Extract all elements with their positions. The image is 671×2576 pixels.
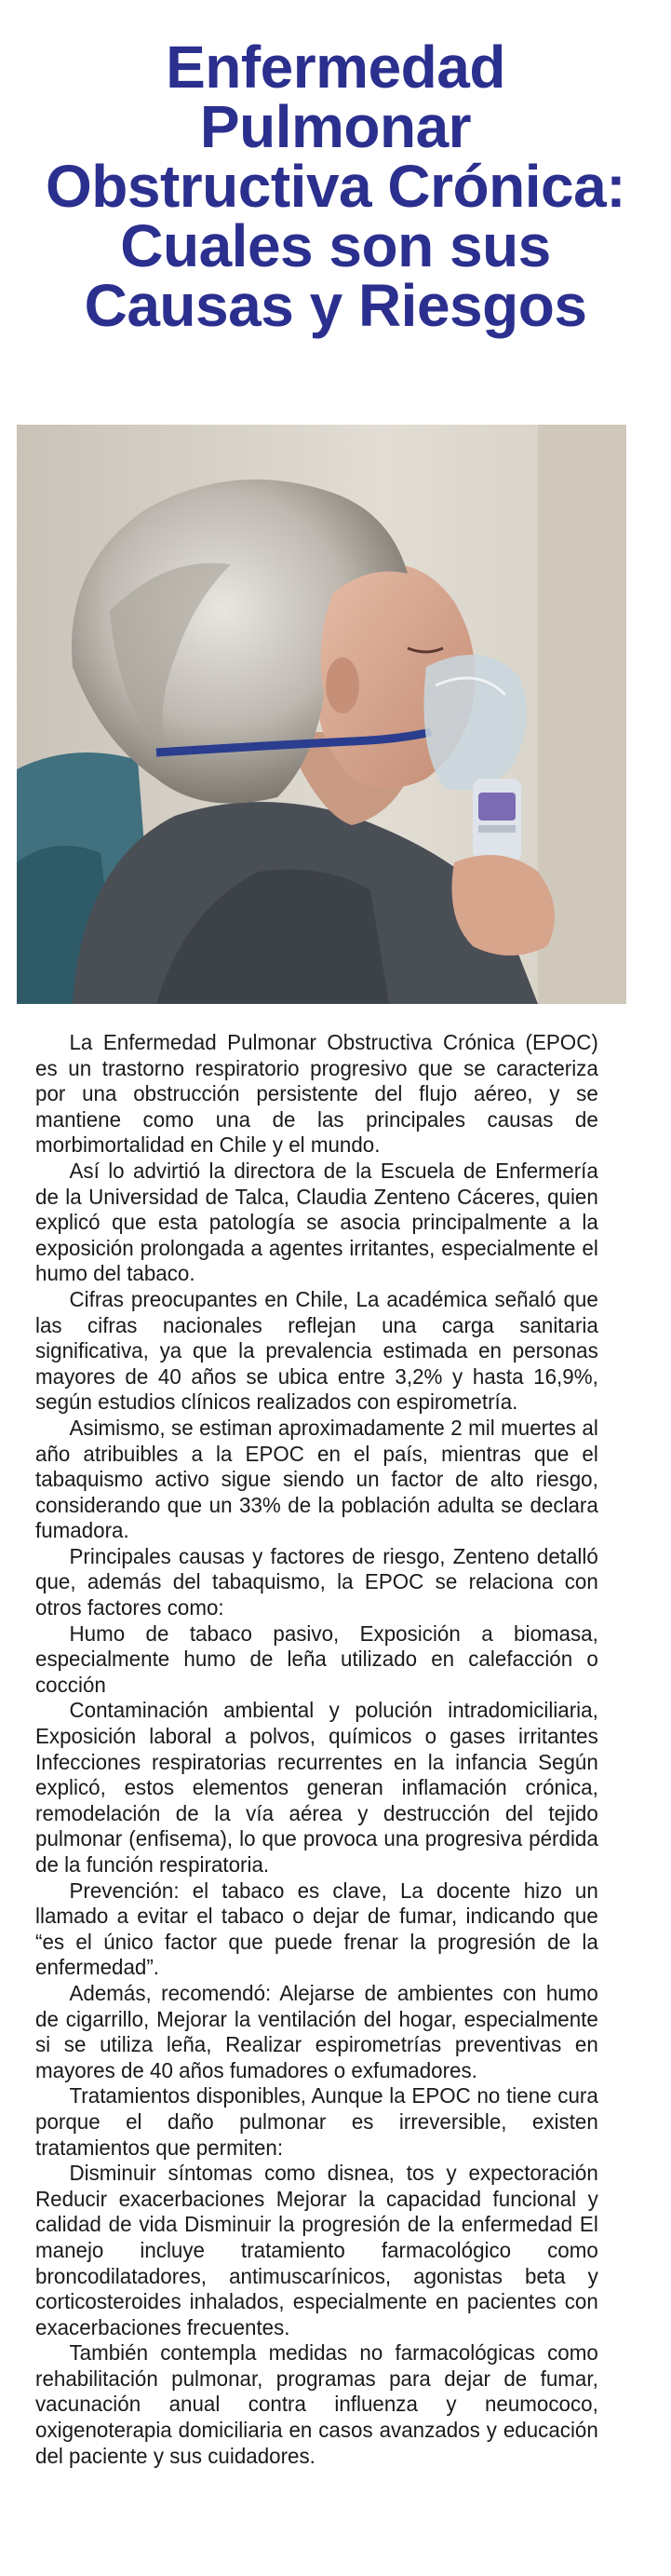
article-paragraph: También contempla medidas no farmacológicas como rehabilitación pulmonar, programas para dejar de fumar, vacunación anual contra influenza y neumococo, oxigenoterapia domiciliaria en casos avanzados y educación del paciente y sus cuidadores. (35, 2340, 598, 2468)
article-paragraph: La Enfermedad Pulmonar Obstructiva Crónica (EPOC) es un trastorno respiratorio progresivo que se caracteriza por una obstrucción persistente del flujo aéreo, y se mantiene como una de las principales causas de morbimortalidad en Chile y el mundo. (35, 1030, 598, 1158)
article-body (35, 1030, 598, 2469)
article-paragraph: Humo de tabaco pasivo, Exposición a biomasa, especialmente humo de leña utilizado en calefacción o cocción (35, 1620, 598, 1697)
article-photo (17, 425, 626, 1004)
article-paragraph: Así lo advirtió la directora de la Escuela de Enfermería de la Universidad de Talca, Claudia Zenteno Cáceres, quien explicó que esta patología se asocia principalmente a la exposición prolongada a agentes irritantes, especialmente el humo del tabaco. (35, 1158, 598, 1286)
woman-with-oxygen-mask-illustration (17, 425, 626, 1004)
article-paragraph: Cifras preocupantes en Chile, La académica señaló que las cifras nacionales reflejan una carga sanitaria significativa, ya que la prevalencia estimada en personas mayores de 40 años se ubica entre 3,2% y hasta 16,9%, según estudios clínicos realizados con espirometría. (35, 1286, 598, 1415)
article-paragraph: Contaminación ambiental y polución intradomiciliaria, Exposición laboral a polvos, químicos o gases irritantes Infecciones respiratorias recurrentes en la infancia Según explicó, estos elementos generan inflamación crónica, remodelación de la vía aérea y destrucción del tejido pulmonar (enfisema), lo que provoca una progresiva pérdida de la función respiratoria. (35, 1698, 598, 1877)
article-paragraph: Prevención: el tabaco es clave, La docente hizo un llamado a evitar el tabaco o dejar de fumar, indicando que “es el único factor que puede frenar la progresión de la enfermedad”. (35, 1878, 598, 1980)
article-paragraph: Disminuir síntomas como disnea, tos y expectoración Reducir exacerbaciones Mejorar la capacidad funcional y calidad de vida Disminuir la progresión de la enfermedad El manejo incluye tratamiento farmacológico como broncodilatadores, antimuscarínicos, agonistas beta y corticosteroides inhalados, especialmente en pacientes con exacerbaciones frecuentes. (35, 2161, 598, 2339)
article-paragraph: Tratamientos disponibles, Aunque la EPOC no tiene cura porque el daño pulmonar es irreversible, existen tratamientos que permiten: (35, 2083, 598, 2160)
article-paragraph: Principales causas y factores de riesgo, Zenteno detalló que, además del tabaquismo, la EPOC se relaciona con otros factores como: (35, 1543, 598, 1620)
article-paragraph: Asimismo, se estiman aproximadamente 2 mil muertes al año atribuibles a la EPOC en el país, mientras que el tabaquismo activo sigue siendo un factor de alto riesgo, considerando que un 33% de la población adulta se declara fumadora. (35, 1415, 598, 1543)
title-line: Obstructiva Crónica: (45, 153, 626, 220)
article-paragraph: Además, recomendó: Alejarse de ambientes con humo de cigarrillo, Mejorar la ventilación del hogar, especialmente si se utiliza leña, Realizar espirometrías preventivas en mayores de 40 años fumadores o exfumadores. (35, 1980, 598, 2082)
title-line: Enfermedad (166, 34, 505, 101)
title-line: Causas y Riesgos (84, 272, 587, 339)
title-line: Cuales son sus (120, 212, 551, 279)
title-line: Pulmonar (199, 93, 472, 160)
article-title (0, 34, 671, 339)
